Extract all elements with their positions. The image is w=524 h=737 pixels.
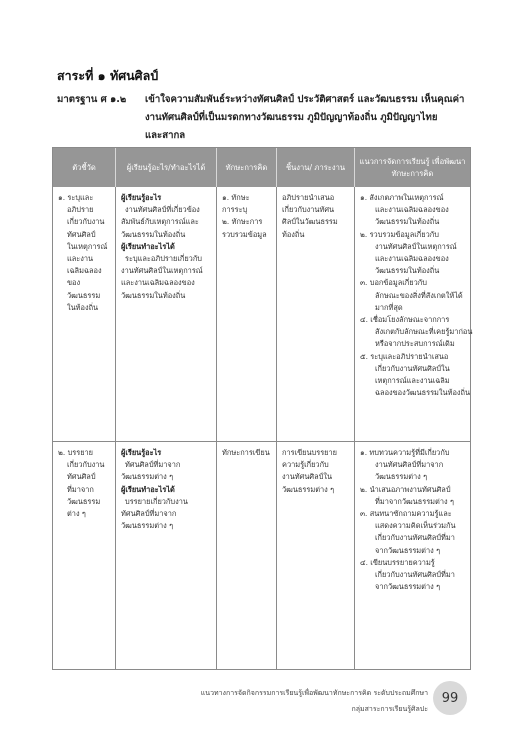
cell-line: ๔. เขียนบรรยายความรู้: [360, 557, 435, 567]
cell-line: เหตุการณ์และงานเฉลิม: [375, 376, 450, 386]
know-heading: ผู้เรียนรู้อะไร: [121, 448, 162, 457]
cell-line: วัฒนธรรมต่าง ๆ: [375, 472, 428, 482]
know-heading: ผู้เรียนรู้อะไร: [121, 193, 162, 202]
cell-line: แสดงความคิดเห็นร่วมกัน: [375, 521, 456, 531]
cell-line: เกี่ยวกับงาน: [67, 460, 105, 470]
skill-cell: [217, 442, 277, 669]
cell-line: ๑. ระบุและ: [58, 193, 94, 202]
cell-line: ความรู้เกี่ยวกับ: [282, 460, 329, 470]
cell-line: ในเหตุการณ์: [67, 241, 108, 251]
cell-line: งานทัศนศิลป์ที่เกี่ยวข้อง: [125, 205, 200, 215]
workpiece-cell: [277, 187, 355, 441]
cell-line: ที่มาจากวัฒนธรรมต่าง ๆ: [375, 496, 454, 506]
cell-line: ๒. ทักษะการ: [222, 217, 263, 227]
cell-line: ๒. รวบรวมข้อมูลเกี่ยวกับ: [360, 229, 439, 239]
cell-line: ศิลป์ในวัฒนธรรม: [282, 217, 338, 227]
cell-line: วัฒนธรรมในท้องถิ่น: [375, 217, 440, 227]
cell-line: และงาน: [67, 254, 94, 264]
header-learn-what: ผู้เรียนรู้อะไร/ทำอะไรได้: [116, 148, 217, 187]
cell-line: อภิปราย: [67, 205, 94, 215]
cell-line: ๑. สังเกตภาพในเหตุการณ์: [360, 193, 444, 202]
standard-text: [145, 91, 473, 145]
workpiece-cell: [277, 442, 355, 669]
cell-line: ๕. ระบุและอภิปรายนำเสนอ: [360, 351, 449, 361]
cell-line: ๑. ทักษะ: [222, 193, 250, 202]
cell-line: ๔. เชื่อมโยงลักษณะจากการ: [360, 315, 450, 325]
header-indicator: ตัวชี้วัด: [53, 148, 116, 187]
cell-line: บรรยายเกี่ยวกับงาน: [125, 496, 188, 506]
cell-line: จากวัฒนธรรมต่าง ๆ: [375, 582, 441, 592]
cell-line: เกี่ยวกับงานทัศนศิลป์ใน: [375, 363, 450, 373]
standard-line: เข้าใจความสัมพันธ์ระหว่างทัศนศิลป์ ประวัติศาสตร์ และวัฒนธรรม เห็นคุณค่า: [145, 94, 465, 105]
learning-cell: [116, 187, 217, 441]
header-learning-approach: แนวการจัดการเรียนรู้ เพื่อพัฒนาทักษะการคิด: [359, 156, 466, 178]
cell-line: ต่าง ๆ: [67, 509, 86, 519]
cell-line: ที่มาจาก: [67, 484, 94, 494]
cell-line: ทัศนศิลป์: [67, 472, 96, 482]
cell-line: วัฒนธรรมต่าง ๆ: [121, 521, 174, 531]
footer-subject: กลุ่มสาระการเรียนรู้ศิลปะ: [351, 705, 428, 713]
header-workpiece: ชิ้นงาน/ ภาระงาน: [277, 148, 355, 187]
cell-line: ทัศนศิลป์ที่มาจาก: [125, 460, 181, 470]
cell-line: ของ: [67, 278, 81, 288]
cell-line: ทัศนศิลป์: [67, 229, 96, 239]
table-row: [53, 187, 473, 442]
cell-line: ๒. บรรยาย: [58, 448, 94, 457]
cell-line: ๑. ทบทวนความรู้ที่มีเกี่ยวกับ: [360, 448, 450, 457]
cell-line: ระบุและอภิปรายเกี่ยวกับ: [125, 254, 202, 264]
cell-line: วัฒนธรรมต่าง ๆ: [121, 472, 174, 482]
cell-line: วัฒนธรรม: [67, 496, 101, 506]
indicator-cell: [53, 442, 116, 669]
approach-cell: [355, 442, 470, 669]
cell-line: จากวัฒนธรรมต่าง ๆ: [375, 545, 441, 555]
cell-line: วัฒนธรรมในท้องถิ่น: [375, 266, 440, 276]
cell-line: งานทัศนศิลป์ที่มาจาก: [375, 460, 444, 470]
cell-line: งานทัศนศิลป์ในเหตุการณ์: [375, 241, 457, 251]
page-title: สาระที่ ๑ ทัศนศิลป์: [57, 68, 159, 83]
cell-line: และงานเฉลิมฉลองของ: [375, 205, 449, 215]
cell-line: วัฒนธรรมในท้องถิ่น: [121, 290, 186, 300]
cell-line: ทัศนศิลป์ที่มาจาก: [121, 509, 177, 519]
cell-line: เกี่ยวกับงานทัศนศิลป์ที่มา: [375, 570, 455, 580]
indicator-cell: [53, 187, 116, 441]
cell-line: ๓. บอกข้อมูลเกี่ยวกับ: [360, 278, 427, 288]
standard-line: และสากล: [145, 130, 186, 141]
cell-line: สังเกตกับลักษณะที่เคยรู้มาก่อน: [375, 327, 473, 337]
skill-cell: [217, 187, 277, 441]
cell-line: เกี่ยวกับงานทัศน: [282, 205, 335, 215]
cell-line: งานทัศนศิลป์ใน: [282, 472, 332, 482]
cell-line: เกี่ยวกับงานทัศนศิลป์ที่มา: [375, 533, 455, 543]
table-header: [53, 148, 470, 187]
cell-line: รวบรวมข้อมูล: [222, 229, 267, 239]
standard-code: มาตรฐาน ศ ๑.๒: [57, 94, 127, 105]
cell-line: และงานเฉลิมฉลองของ: [375, 254, 449, 264]
cell-line: เกี่ยวกับงาน: [67, 217, 105, 227]
learning-cell: [116, 442, 217, 669]
cell-line: วัฒนธรรม: [67, 290, 101, 300]
cell-line: หรือจากประสบการณ์เดิม: [375, 339, 455, 349]
cell-line: ๓. สนทนาซักถามความรู้และ: [360, 509, 452, 519]
cell-line: การเขียนบรรยาย: [282, 448, 337, 457]
cell-line: อภิปรายนำเสนอ: [282, 193, 335, 202]
cell-line: ๒. นำเสนอภาพงานทัศนศิลป์: [360, 484, 451, 494]
cell-line: และงานเฉลิมฉลองของ: [121, 278, 195, 288]
cell-line: งานทัศนศิลป์ในเหตุการณ์: [121, 266, 203, 276]
table-row: [53, 442, 470, 669]
cell-line: สัมพันธ์กับเหตุการณ์และ: [121, 217, 199, 227]
standard-statement: [57, 91, 473, 145]
cell-line: ทักษะการเขียน: [222, 448, 270, 457]
learning-table: [52, 147, 471, 670]
cell-line: วัฒนธรรมต่าง ๆ: [282, 484, 335, 494]
cell-line: มากที่สุด: [375, 302, 403, 312]
cell-line: เฉลิมฉลอง: [67, 266, 102, 276]
cell-line: การระบุ: [222, 205, 248, 215]
cell-line: ลักษณะของสิ่งที่สังเกตให้ได้: [375, 290, 463, 300]
standard-line: งานทัศนศิลป์ที่เป็นมรดกทางวัฒนธรรม ภูมิปัญญาท้องถิ่น ภูมิปัญญาไทย: [145, 112, 438, 123]
do-heading: ผู้เรียนทำอะไรได้: [121, 484, 175, 494]
do-heading: ผู้เรียนทำอะไรได้: [121, 241, 175, 251]
page-number: 99: [433, 681, 467, 715]
approach-cell: [355, 187, 473, 441]
cell-line: ฉลองของวัฒนธรรมในท้องถิ่น: [375, 388, 471, 398]
cell-line: ท้องถิ่น: [282, 229, 305, 239]
header-thinking-skill: ทักษะการคิด: [217, 148, 277, 187]
footer-book-title: แนวทางการจัดกิจกรรมการเรียนรู้เพื่อพัฒนาทักษะการคิด ระดับประถมศึกษา: [200, 689, 428, 697]
page-footer: [190, 685, 428, 717]
cell-line: ในท้องถิ่น: [67, 302, 99, 312]
cell-line: วัฒนธรรมในท้องถิ่น: [121, 229, 186, 239]
